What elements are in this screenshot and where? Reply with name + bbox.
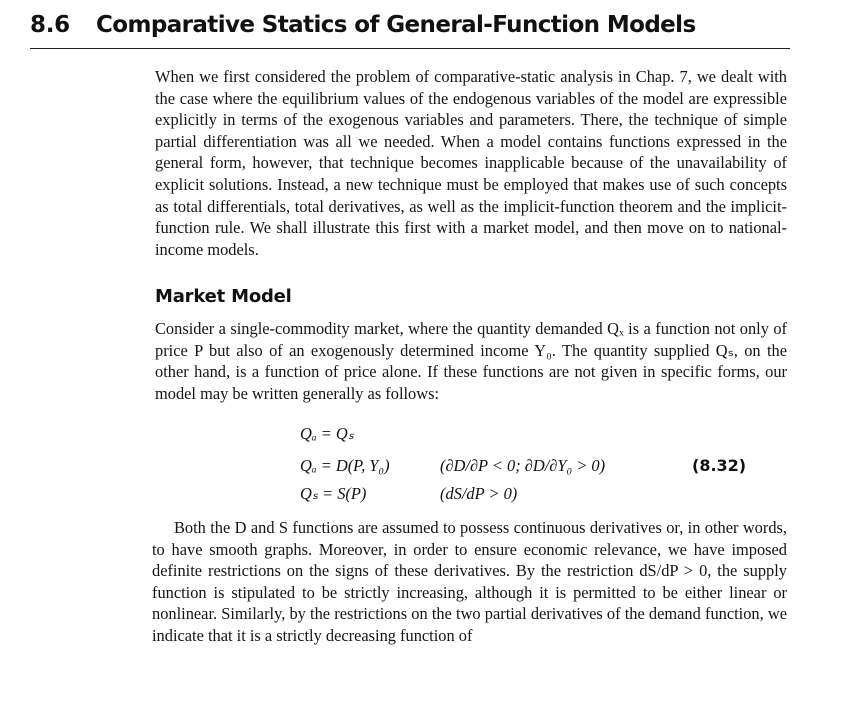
- equation-number: (8.32): [692, 456, 747, 475]
- intro-paragraph: When we first considered the problem of comparative-static analysis in Chap. 7, we dealt with the case where the equilibrium values of the endogenous variables of the model are expressible explicitly in terms of the exogenous variables and parameters. There, the technique of simple partial differentiation was all we needed. When a model contains functions expressed in the general form, however, that technique becomes inapplicable because of the unavailability of explicit solutions. Instead, a new technique must be employed that makes use of such concepts as total differentials, total derivatives, as well as the implicit-function theorem and the implicit-function rule. We shall illustrate this first with a market model, and then move on to national-income models.: [155, 67, 787, 259]
- equation-supply-condition: (dS/dP > 0): [440, 484, 518, 503]
- section-number: 8.6: [30, 12, 70, 38]
- equation-demand-condition: (∂D/∂P < 0; ∂D/∂Y₀ > 0): [440, 456, 606, 475]
- equation-equilibrium: Qₐ = Qₛ: [300, 424, 354, 443]
- subsection-title: Market Model: [155, 286, 292, 307]
- continuation-paragraph: Both the D and S functions are assumed to possess continuous derivatives or, in other words, to have smooth graphs. Moreover, in order to ensure economic relevance, we have imposed definite restrictions on the signs of these derivatives. By the restriction dS/dP > 0, the supply function is stipulated to be strictly increasing, although it is permitted to be either linear or nonlinear. Similarly, by the restrictions on the two partial derivatives of the demand function, we indicate that it is a strictly decreasing function of: [152, 518, 787, 645]
- equation-demand: Qₐ = D(P, Y₀): [300, 456, 390, 475]
- equation-supply: Qₛ = S(P): [300, 484, 367, 503]
- section-header: [30, 8, 790, 49]
- section-title: Comparative Statics of General-Function Models: [96, 12, 696, 38]
- market-intro-paragraph: Consider a single-commodity market, where the quantity demanded Qₓ is a function not only of price P but also of an exogenously determined income Y₀. The quantity supplied Qₛ, on the other hand, is a function of price alone. If these functions are not given in specific forms, our model may be written generally as follows:: [155, 319, 787, 403]
